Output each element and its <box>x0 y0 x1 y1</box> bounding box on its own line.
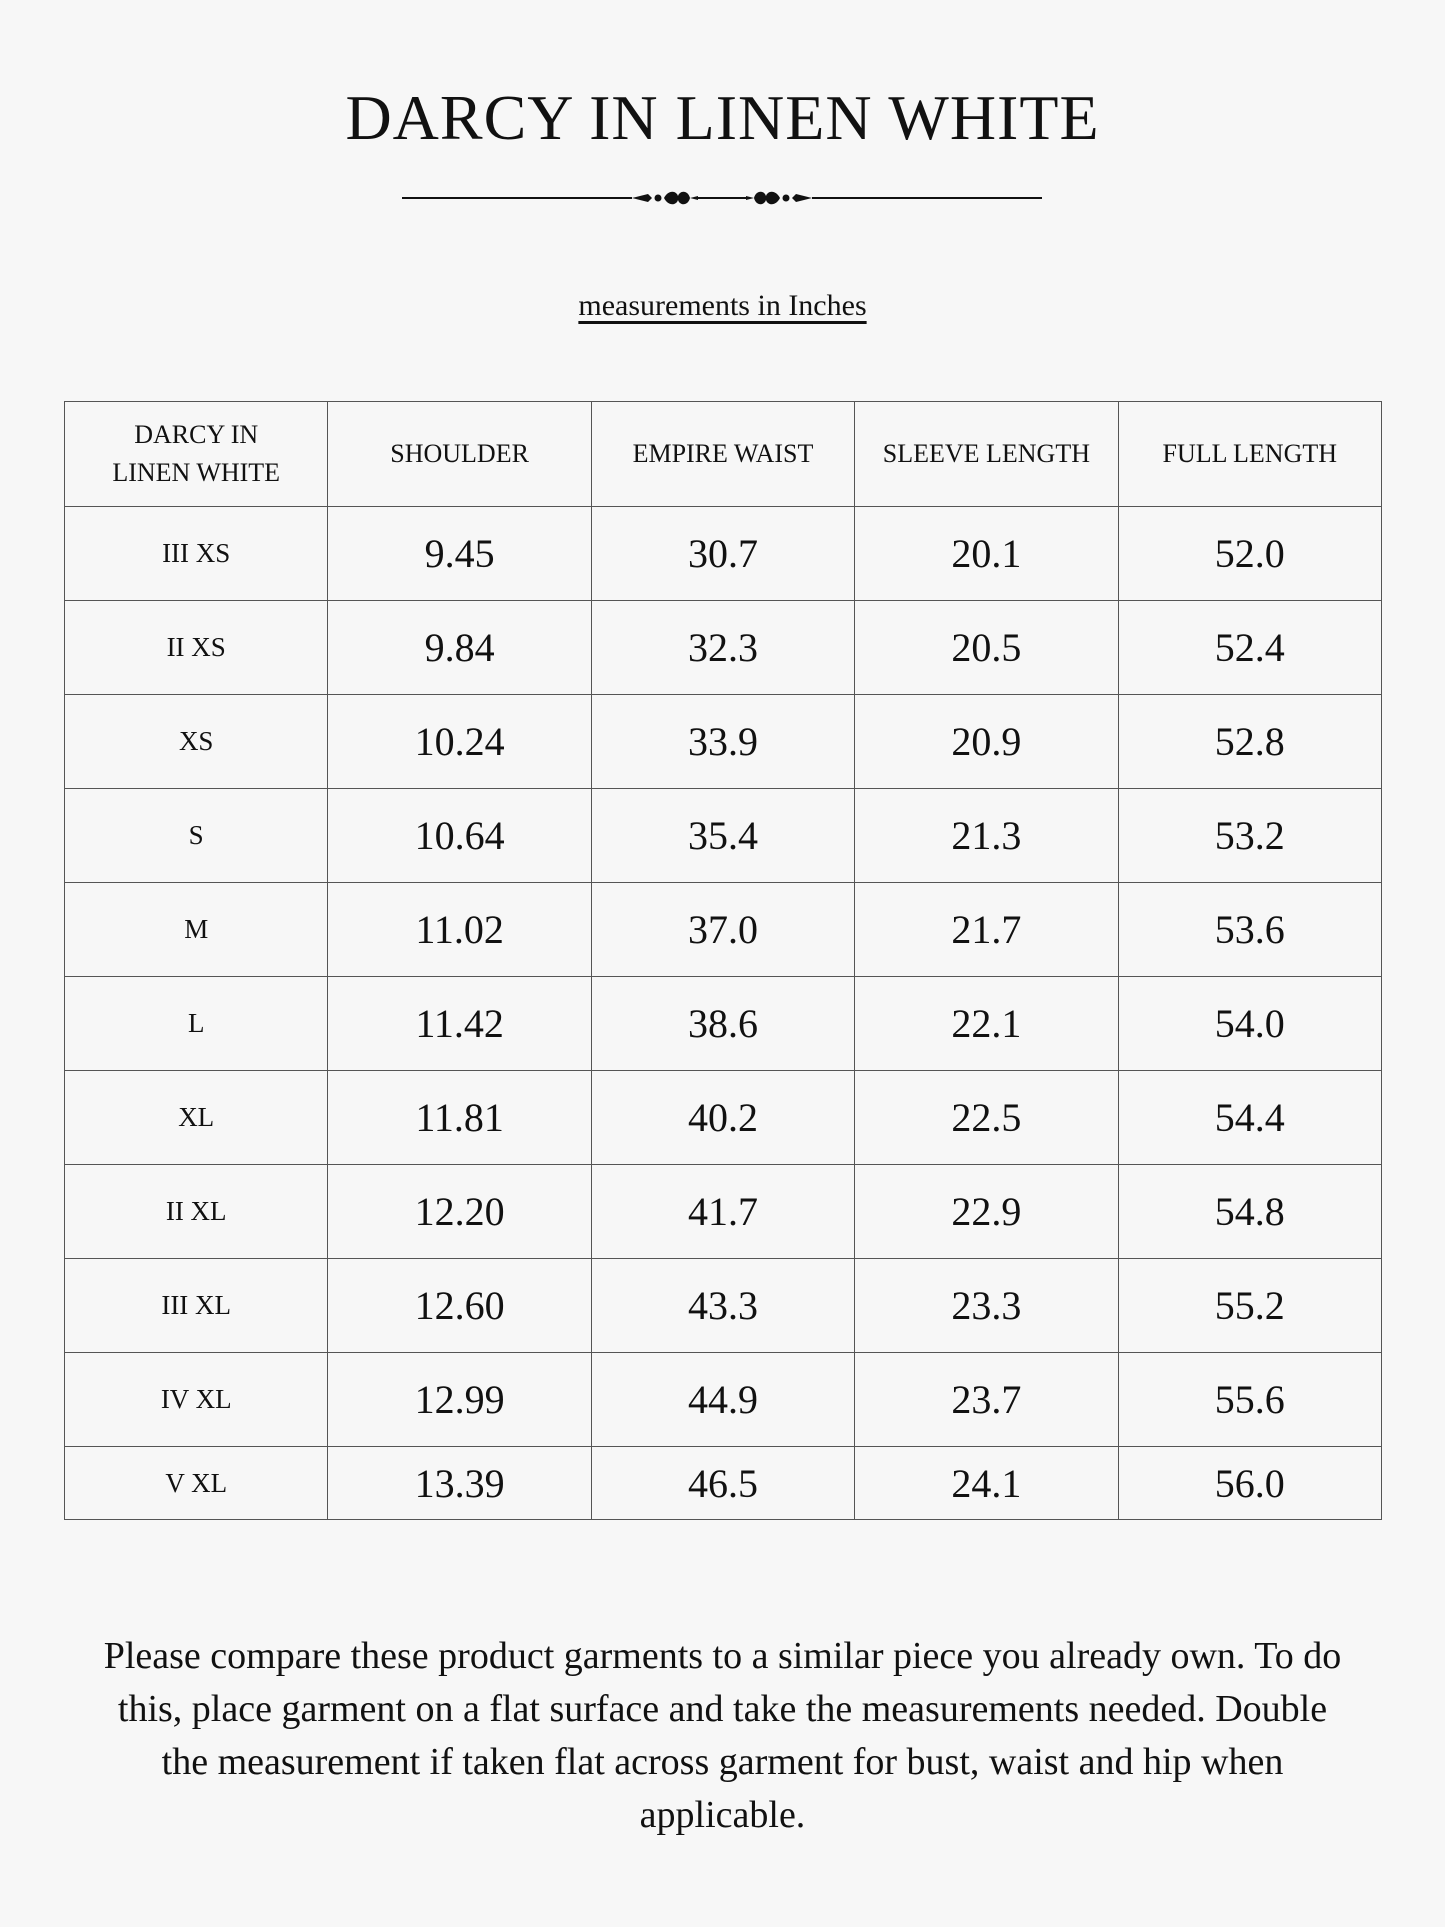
shoulder-value: 12.99 <box>328 1353 591 1447</box>
table-row <box>65 1447 1382 1520</box>
full-length-value: 54.0 <box>1118 977 1381 1071</box>
sleeve-length-value: 22.1 <box>855 977 1118 1071</box>
full-length-value: 52.4 <box>1118 601 1381 695</box>
full-length-value: 54.4 <box>1118 1071 1381 1165</box>
size-label: V XL <box>65 1447 328 1520</box>
empire-waist-value: 46.5 <box>591 1447 854 1520</box>
sleeve-length-value: 23.3 <box>855 1259 1118 1353</box>
table-row <box>65 977 1382 1071</box>
sleeve-length-value: 22.9 <box>855 1165 1118 1259</box>
header-shoulder: SHOULDER <box>328 402 591 507</box>
size-label: XS <box>65 695 328 789</box>
units-subtitle: measurements in Inches <box>578 289 867 322</box>
ornamental-divider <box>402 186 1042 210</box>
header-empire-waist: EMPIRE WAIST <box>591 402 854 507</box>
shoulder-value: 9.45 <box>328 507 591 601</box>
full-length-value: 52.8 <box>1118 695 1381 789</box>
table-header-row <box>65 402 1382 507</box>
shoulder-value: 10.24 <box>328 695 591 789</box>
full-length-value: 55.2 <box>1118 1259 1381 1353</box>
empire-waist-value: 33.9 <box>591 695 854 789</box>
empire-waist-value: 40.2 <box>591 1071 854 1165</box>
table-row <box>65 601 1382 695</box>
sleeve-length-value: 21.7 <box>855 883 1118 977</box>
shoulder-value: 13.39 <box>328 1447 591 1520</box>
sleeve-length-value: 22.5 <box>855 1071 1118 1165</box>
header-size: DARCY IN LINEN WHITE <box>65 402 328 507</box>
empire-waist-value: 37.0 <box>591 883 854 977</box>
shoulder-value: 11.42 <box>328 977 591 1071</box>
shoulder-value: 12.20 <box>328 1165 591 1259</box>
empire-waist-value: 41.7 <box>591 1165 854 1259</box>
shoulder-value: 10.64 <box>328 789 591 883</box>
full-length-value: 55.6 <box>1118 1353 1381 1447</box>
sleeve-length-value: 21.3 <box>855 789 1118 883</box>
full-length-value: 53.2 <box>1118 789 1381 883</box>
size-label: III XL <box>65 1259 328 1353</box>
size-label: M <box>65 883 328 977</box>
sleeve-length-value: 24.1 <box>855 1447 1118 1520</box>
size-label: XL <box>65 1071 328 1165</box>
shoulder-value: 12.60 <box>328 1259 591 1353</box>
header-full-length: FULL LENGTH <box>1118 402 1381 507</box>
table-row <box>65 1259 1382 1353</box>
size-label: III XS <box>65 507 328 601</box>
sleeve-length-value: 20.5 <box>855 601 1118 695</box>
size-label: L <box>65 977 328 1071</box>
sleeve-length-value: 23.7 <box>855 1353 1118 1447</box>
table-row <box>65 1071 1382 1165</box>
full-length-value: 52.0 <box>1118 507 1381 601</box>
page-title: DARCY IN LINEN WHITE <box>345 82 1100 153</box>
shoulder-value: 11.02 <box>328 883 591 977</box>
shoulder-value: 11.81 <box>328 1071 591 1165</box>
table-row <box>65 789 1382 883</box>
size-label: II XL <box>65 1165 328 1259</box>
shoulder-value: 9.84 <box>328 601 591 695</box>
empire-waist-value: 35.4 <box>591 789 854 883</box>
empire-waist-value: 30.7 <box>591 507 854 601</box>
table-row <box>65 695 1382 789</box>
header-sleeve-length: SLEEVE LENGTH <box>855 402 1118 507</box>
table-row <box>65 1353 1382 1447</box>
sleeve-length-value: 20.9 <box>855 695 1118 789</box>
empire-waist-value: 38.6 <box>591 977 854 1071</box>
measurement-instructions: Please compare these product garments to a similar piece you already own. To do this, place garment on a flat surface and take the measurements needed. Double the measurement if taken flat across garment for bust, waist and hip when applicable. <box>103 1635 1342 1836</box>
size-chart-table <box>64 401 1382 1520</box>
empire-waist-value: 43.3 <box>591 1259 854 1353</box>
size-label: IV XL <box>65 1353 328 1447</box>
full-length-value: 53.6 <box>1118 883 1381 977</box>
empire-waist-value: 44.9 <box>591 1353 854 1447</box>
sleeve-length-value: 20.1 <box>855 507 1118 601</box>
table-row <box>65 1165 1382 1259</box>
full-length-value: 54.8 <box>1118 1165 1381 1259</box>
empire-waist-value: 32.3 <box>591 601 854 695</box>
size-label: II XS <box>65 601 328 695</box>
size-label: S <box>65 789 328 883</box>
table-row <box>65 507 1382 601</box>
table-row <box>65 883 1382 977</box>
full-length-value: 56.0 <box>1118 1447 1381 1520</box>
